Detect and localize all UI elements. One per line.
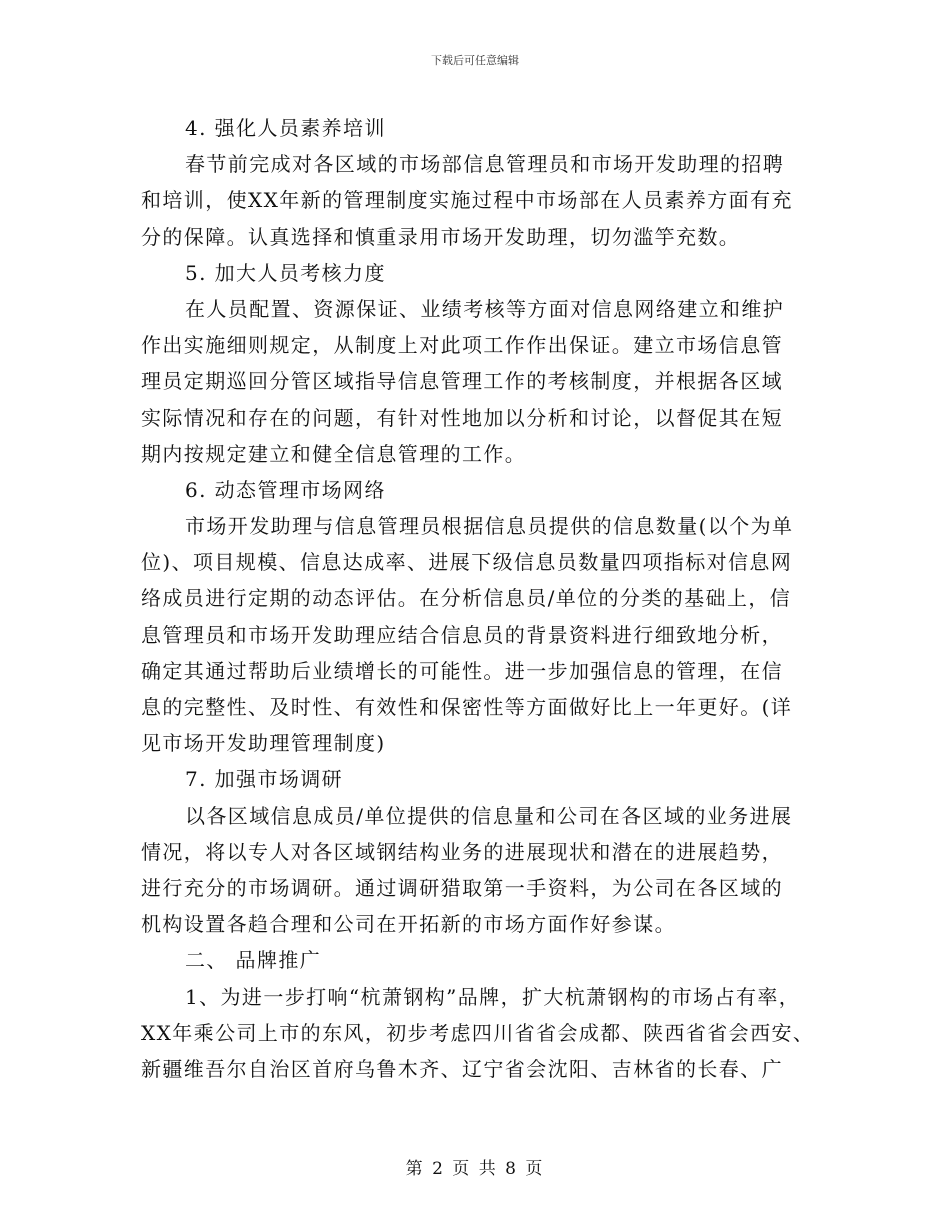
text-line: 位)、项目规模、信息达成率、进展下级信息员数量四项指标对信息网 [141, 550, 793, 575]
text-line: 络成员进行定期的动态评估。在分析信息员/单位的分类的基础上，信 [141, 586, 792, 611]
text-line: 在人员配置、资源保证、业绩考核等方面对信息网络建立和维护 [185, 296, 785, 321]
text-line: 以各区域信息成员/单位提供的信息量和公司在各区域的业务进展 [185, 803, 793, 828]
text-line: 息的完整性、及时性、有效性和保密性等方面做好比上一年更好。(详 [141, 695, 793, 719]
text-line: 理员定期巡回分管区域指导信息管理工作的考核制度，并根据各区域 [141, 369, 783, 394]
text-line: 确定其通过帮助后业绩增长的可能性。进一步加强信息的管理，在信 [141, 658, 783, 683]
text-line: 息管理员和市场开发助理应结合信息员的背景资料进行细致地分析， [141, 622, 783, 647]
text-line: 进行充分的市场调研。通过调研猎取第一手资料，为公司在各区域的 [141, 875, 783, 900]
text-line: 春节前完成对各区域的市场部信息管理员和市场开发助理的招聘 [185, 152, 785, 177]
text-line: 4. 强化人员素养培训 [185, 116, 386, 140]
page-footer: 第 2 页 共 8 页 [405, 1159, 545, 1179]
document-body [141, 110, 831, 1087]
text-line: 分的保障。认真选择和慎重录用市场开发助理，切勿滥竽充数。 [141, 224, 741, 249]
text-line: 见市场开发助理管理制度) [141, 731, 386, 756]
text-line: 实际情况和存在的问题，有针对性地加以分析和讨论，以督促其在短 [141, 405, 783, 430]
text-line: 作出实施细则规定，从制度上对此项工作作出保证。建立市场信息管 [141, 333, 783, 358]
text-line: 二、 品牌推广 [185, 948, 322, 973]
text-line: 情况，将以专人对各区域钢结构业务的进展现状和潜在的进展趋势， [141, 839, 783, 864]
text-line: XX年乘公司上市的东风，初步考虑四川省省会成都、陕西省省会西安、 [141, 1020, 815, 1045]
text-line: 6. 动态管理市场网络 [185, 477, 386, 502]
text-line: 期内按规定建立和健全信息管理的工作。 [141, 441, 527, 466]
page-header: 下载后可任意编辑 [431, 54, 519, 67]
text-line: 1、为进一步打响“杭萧钢构”品牌，扩大杭萧钢构的市场占有率， [185, 984, 801, 1009]
text-line: 和培训，使XX年新的管理制度实施过程中市场部在人员素养方面有充 [141, 188, 793, 213]
text-line: 市场开发助理与信息管理员根据信息员提供的信息数量(以个为单 [185, 514, 794, 539]
text-line: 7. 加强市场调研 [185, 767, 344, 792]
text-line: 新疆维吾尔自治区首府乌鲁木齐、辽宁省会沈阳、吉林省的长春、广 [141, 1056, 783, 1081]
text-line: 5. 加大人员考核力度 [185, 260, 386, 285]
text-line: 机构设置各趋合理和公司在开拓新的市场方面作好参谋。 [141, 912, 676, 937]
